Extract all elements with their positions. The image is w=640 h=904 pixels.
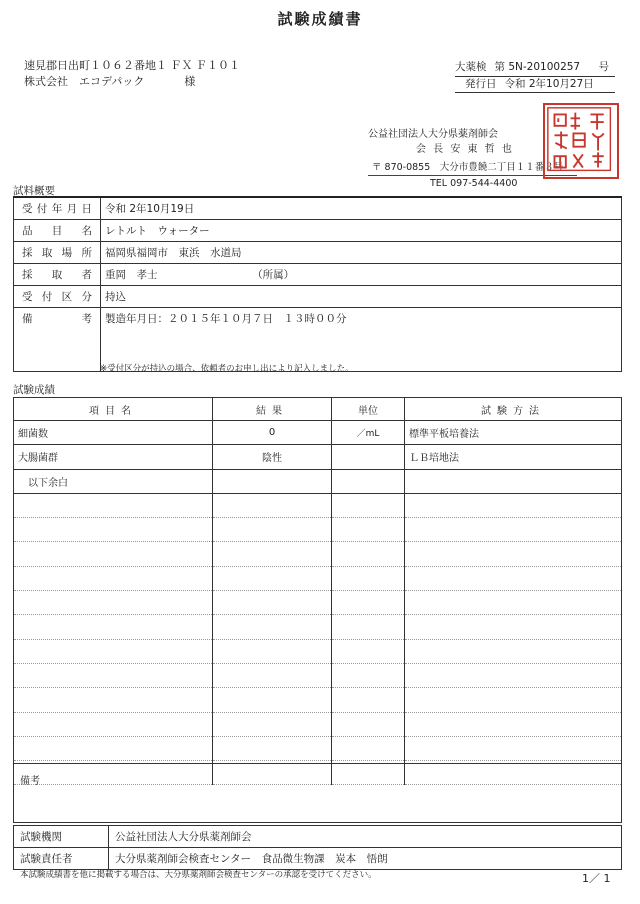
table-row	[14, 848, 622, 870]
collector-affiliation: （所属）	[252, 269, 295, 281]
header-result: 結果	[213, 398, 332, 421]
recipient-honorific: 様	[184, 75, 196, 88]
table-row	[14, 220, 622, 242]
results-table	[13, 397, 622, 785]
result-item: 以下余白	[14, 469, 213, 493]
blank-row	[14, 688, 622, 712]
result-unit	[332, 469, 405, 493]
result-value	[213, 469, 332, 493]
sample-value: 福岡県福岡市 東浜 水道局	[101, 242, 622, 264]
blank-row	[14, 736, 622, 760]
table-row	[14, 469, 622, 493]
issuer-address: 〒 870-0855 大分市豊饒二丁目１１番３号	[368, 160, 577, 176]
footer-note: 本試験成績書を他に掲載する場合は、大分県薬剤師会検査センターの承認を受けてください。	[20, 870, 377, 880]
result-unit	[332, 445, 405, 469]
table-row	[14, 242, 622, 264]
sample-value: 令和 2年10月19日	[101, 197, 622, 220]
table-row	[14, 826, 622, 848]
header-unit: 単位	[332, 398, 405, 421]
table-row	[14, 286, 622, 308]
issuer-org: 公益社団法人大分県薬剤師会	[368, 129, 498, 140]
header-method: 試験方法	[405, 398, 622, 421]
result-method	[405, 469, 622, 493]
sample-value: 持込	[101, 286, 622, 308]
result-method: ＬＢ培地法	[405, 445, 622, 469]
document-number-block	[455, 60, 615, 93]
remarks-box	[13, 763, 622, 823]
responsible-label: 試験責任者	[14, 848, 109, 870]
sample-label: 品目名	[14, 220, 101, 242]
blank-row	[14, 493, 622, 517]
sample-value	[101, 264, 622, 286]
blank-row	[14, 663, 622, 687]
issue-date-label: 発行日	[465, 78, 497, 90]
result-value: 陰性	[213, 445, 332, 469]
sample-value: レトルト ウォーター	[101, 220, 622, 242]
sample-label: 備考	[14, 308, 101, 372]
table-row	[14, 264, 622, 286]
sample-label: 受付区分	[14, 286, 101, 308]
sample-label: 採取者	[14, 264, 101, 286]
sample-value: 製造年月日：２０１５年１０月７日 １３時００分	[101, 308, 622, 372]
blank-row	[14, 712, 622, 736]
header-item: 項目名	[14, 398, 213, 421]
table-row	[14, 421, 622, 445]
official-seal-stamp	[543, 103, 619, 179]
recipient-company: 株式会社 エコデパック	[24, 75, 145, 88]
sample-label: 採取場所	[14, 242, 101, 264]
result-item: 細菌数	[14, 421, 213, 445]
institution-label: 試験機関	[14, 826, 109, 848]
receipt-note: ※受付区分が持込の場合、依頼者のお申し出により記入しました。	[100, 364, 354, 374]
blank-row	[14, 518, 622, 542]
result-unit: ／mL	[332, 421, 405, 445]
page-number: 1／ 1	[582, 872, 611, 885]
issuer-tel: TEL 097-544-4400	[430, 178, 518, 189]
result-method: 標準平板培養法	[405, 421, 622, 445]
responsible-value: 大分県薬剤師会検査センター 食品微生物課 炭本 悟朗	[109, 848, 622, 870]
issue-date: 令和 2年10月27日	[504, 78, 594, 90]
blank-row	[14, 566, 622, 590]
sample-label: 受付年月日	[14, 197, 101, 220]
results-section-label: 試験成績	[13, 384, 55, 396]
table-row	[14, 197, 622, 220]
doc-number: 第 5N-20100257	[494, 61, 581, 73]
remarks-label: 備考	[20, 776, 40, 787]
document-title: 試験成績書	[277, 10, 363, 28]
sample-section-label: 試料概要	[13, 185, 55, 197]
table-header-row	[14, 398, 622, 421]
blank-row	[14, 615, 622, 639]
blank-row	[14, 591, 622, 615]
issuer-president: 会 長 安 東 哲 也	[416, 144, 514, 155]
result-value: 0	[213, 421, 332, 445]
table-row	[14, 445, 622, 469]
institution-table	[13, 825, 622, 870]
seal-icon	[545, 105, 617, 177]
doc-number-suffix: 号	[598, 61, 609, 73]
institution-value: 公益社団法人大分県薬剤師会	[109, 826, 622, 848]
collector-name: 重岡 孝士	[105, 269, 158, 281]
recipient-block	[24, 58, 240, 90]
blank-row	[14, 542, 622, 566]
result-item: 大腸菌群	[14, 445, 213, 469]
sample-table	[13, 196, 622, 372]
blank-row	[14, 639, 622, 663]
recipient-address: 速見郡日出町１０６２番地１ ＦＸ Ｆ１０１	[24, 59, 240, 72]
doc-number-label: 大薬検	[455, 61, 487, 73]
